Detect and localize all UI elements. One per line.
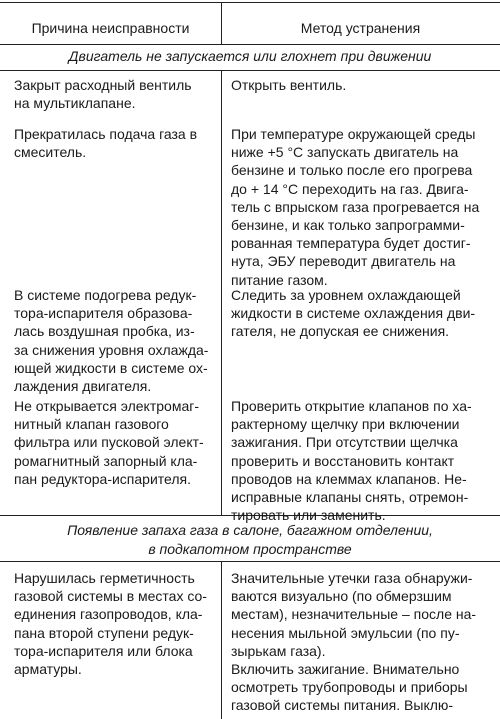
column-header-cause: Причина неисправности: [31, 20, 190, 36]
section-title-line-1: Появление запаха газа в салоне, багажном отделении,: [67, 522, 433, 538]
method-cell: Открыть вентиль.: [231, 77, 347, 93]
column-header-method: Метод устранения: [300, 20, 421, 36]
cause-cell: Прекратилась подача газа в смеситель.: [14, 126, 198, 161]
section-title-line-2: в подкапотном пространстве: [148, 541, 352, 557]
cause-cell: Не открывается электромаг- нитный клапан газового фильтра или пусковой элект- ромагнитный запорный кла- пан редуктора-испарителя.: [14, 398, 204, 487]
method-cell: При температуре окружающей среды ниже +5 °С запускать двигатель на бензине и только после его прогрева до + 14 °С переходить на газ. Двига- тель с впрыском газа прогревается на бензине, и как только запрограмми- рованная температура будет достиг- нута, ЭБУ переводит двигатель на питание газом.: [231, 126, 480, 288]
method-cell: Значительные утечки газа обнаружи- ваются визуально (по обмерзшим местам), незначительные – после на- несения мыльной эмульсии (по пу- зырькам газа). Включить зажигание. Внимательно осмотреть трубопроводы и приборы газовой системы питания. Выклю-: [231, 570, 477, 714]
method-cell: Проверить открытие клапанов по ха- рактерному щелчку при включении зажигания. При отсутствии щелчка проверить и восстановить контакт проводов на клеммах клапанов. Не- исправные клапаны снять, отремон- тировать или заменить.: [231, 398, 472, 524]
section-2-bottom-rule: [0, 561, 500, 562]
cause-cell: Закрыт расходный вентиль на мультиклапане.: [14, 77, 192, 112]
cause-cell: В системе подогрева редук- тора-испарителя образова- лась воздушная пробка, из- за снижения уровня охлаждa- ющей жидкости в системе ох- лаждения двигателя.: [14, 287, 209, 395]
section-1-column-divider: [221, 70, 222, 515]
header-bottom-rule: [0, 44, 500, 45]
section-1-rule: [0, 70, 500, 71]
cause-cell: Нарушилась герметичность газовой системы в местах со- единения газопроводов, кла- пана второй ступени редук- тора-испарителя или блока арматуры.: [14, 570, 207, 678]
section-title: Двигатель не запускается или глохнет при движении: [68, 48, 432, 64]
section-2-column-divider: [221, 561, 222, 719]
method-cell: Следить за уровнем охлаждающей жидкости в системе охлаждения дви- гателя, не допуская ее снижения.: [231, 287, 476, 340]
table-top-rule: [0, 2, 500, 3]
